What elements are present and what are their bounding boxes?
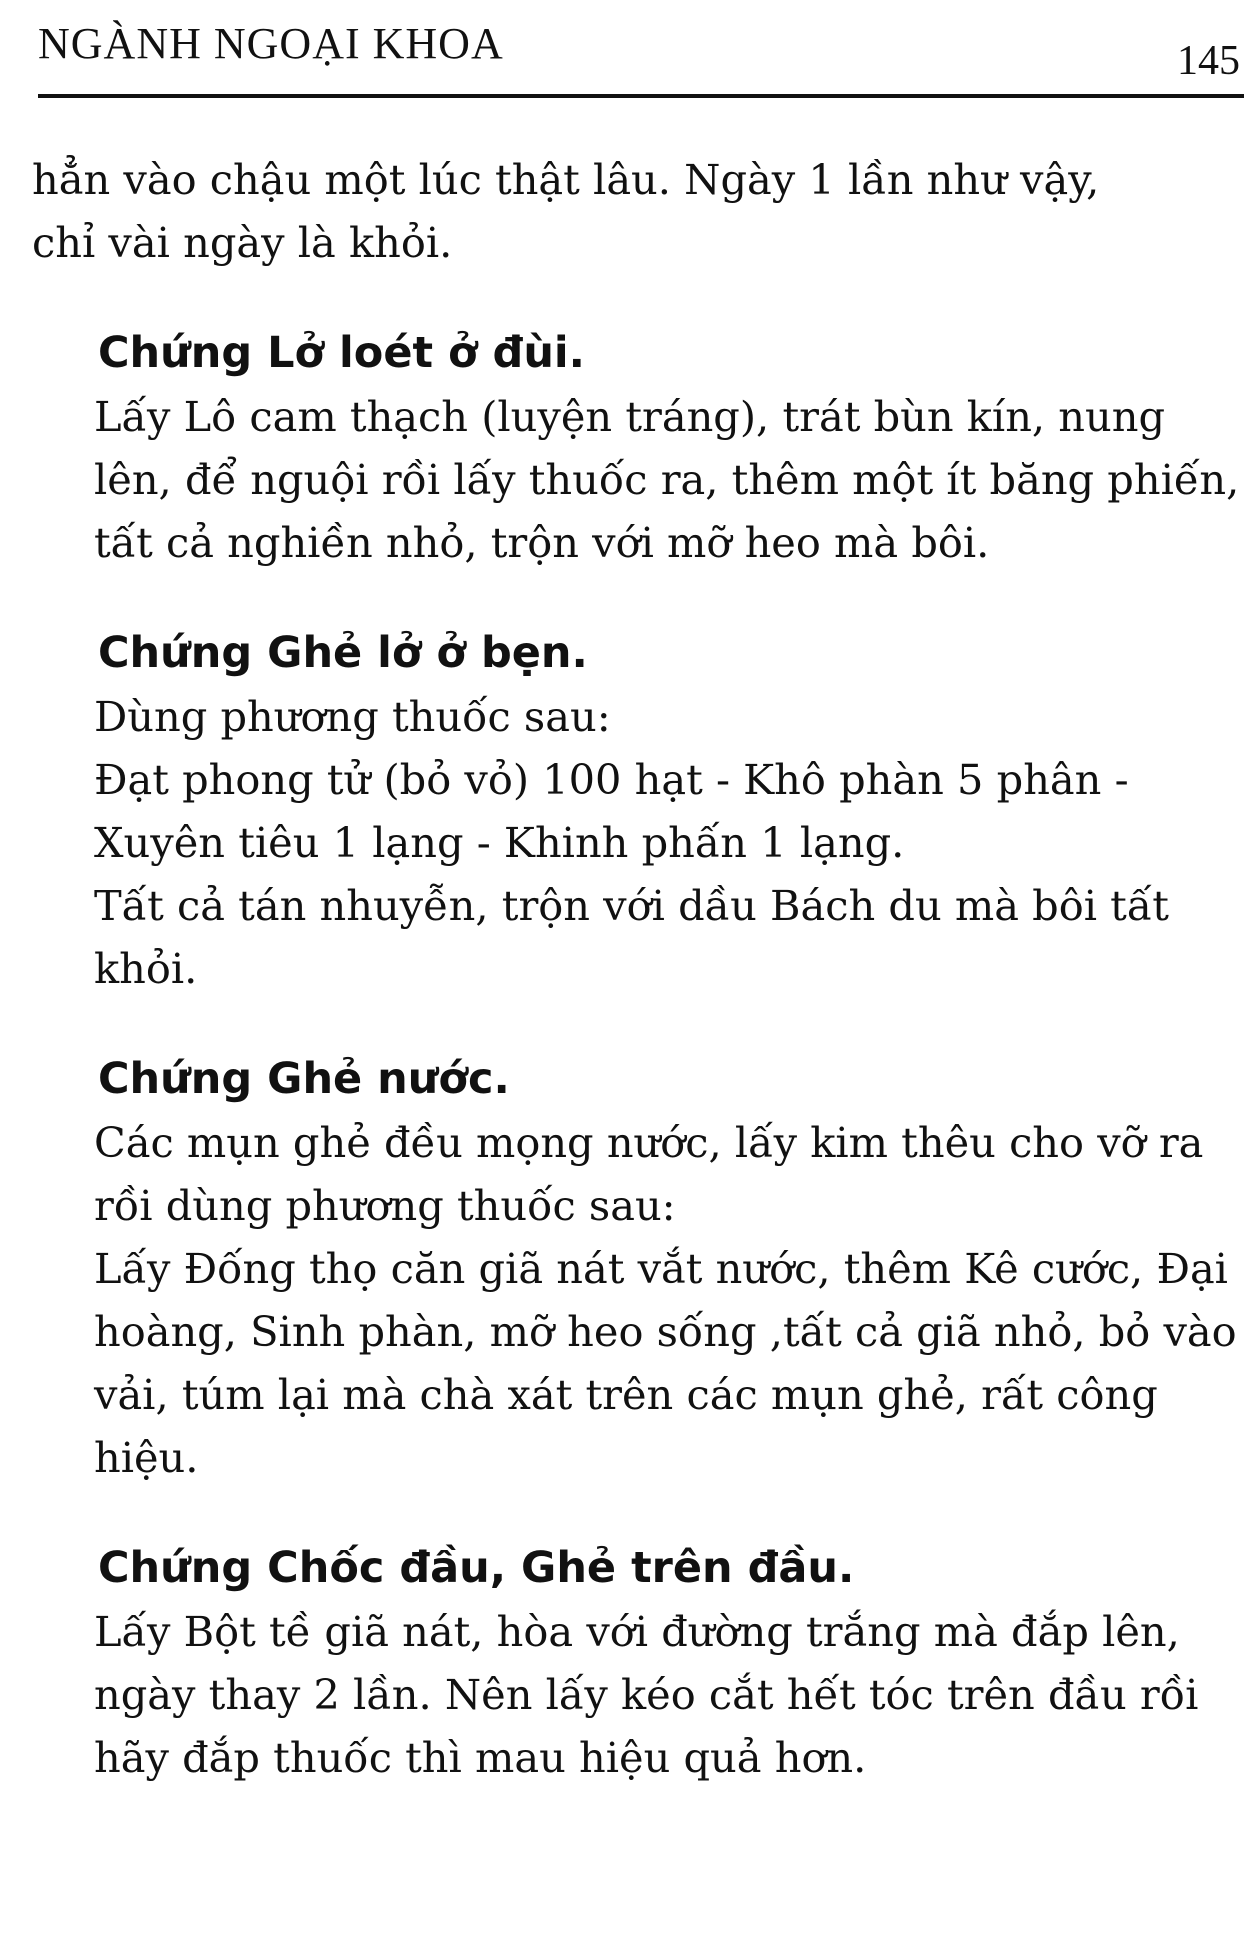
text-line: hẳn vào chậu một lúc thật lâu. Ngày 1 lần như vậy, (32, 155, 1100, 204)
text-line: chỉ vài ngày là khỏi. (32, 218, 453, 267)
paragraph: Lấy Lô cam thạch (luyện tráng), trát bùn kín, nung lên, để nguội rồi lấy thuốc ra, thêm một ít băng phiến, tất cả nghiền nhỏ, trộn với mỡ heo mà bôi. (94, 392, 1240, 567)
section-groin-scabies (32, 622, 1242, 1000)
page-number: 145 (1177, 38, 1240, 84)
running-title: NGÀNH NGOẠI KHOA (38, 19, 504, 68)
header-rule (38, 94, 1244, 98)
paragraph: Tất cả tán nhuyễn, trộn với dầu Bách du mà bôi tất khỏi. (94, 881, 1169, 993)
section-heading: Chứng Ghẻ lở ở bẹn. (98, 628, 588, 678)
paragraph: Các mụn ghẻ đều mọng nước, lấy kim thêu cho vỡ ra rồi dùng phương thuốc sau: (94, 1118, 1204, 1230)
section-heading: Chứng Lở loét ở đùi. (98, 328, 586, 378)
paragraph: Lấy Bột tề giã nát, hòa với đường trắng mà đắp lên, ngày thay 2 lần. Nên lấy kéo cắt hết tóc trên đầu rồi hãy đắp thuốc thì mau hiệu quả hơn. (94, 1607, 1199, 1782)
section-scalp-scabies (32, 1537, 1242, 1789)
section-heading: Chứng Ghẻ nước. (98, 1054, 510, 1104)
paragraph: Lấy Đống thọ căn giã nát vắt nước, thêm Kê cước, Đại hoàng, Sinh phàn, mỡ heo sống ,tất cả giã nhỏ, bỏ vào vải, túm lại mà chà xát trên các mụn ghẻ, rất công hiệu. (94, 1244, 1237, 1482)
paragraph: Đạt phong tử (bỏ vỏ) 100 hạt - Khô phàn 5 phân - Xuyên tiêu 1 lạng - Khinh phấn 1 lạng. (94, 755, 1129, 867)
page-body (32, 148, 1242, 1789)
section-water-scabies (32, 1048, 1242, 1489)
paragraph: Dùng phương thuốc sau: (94, 692, 611, 741)
section-thigh-ulcer (32, 322, 1242, 574)
section-heading: Chứng Chốc đầu, Ghẻ trên đầu. (98, 1543, 855, 1593)
continued-paragraph (32, 148, 1242, 274)
